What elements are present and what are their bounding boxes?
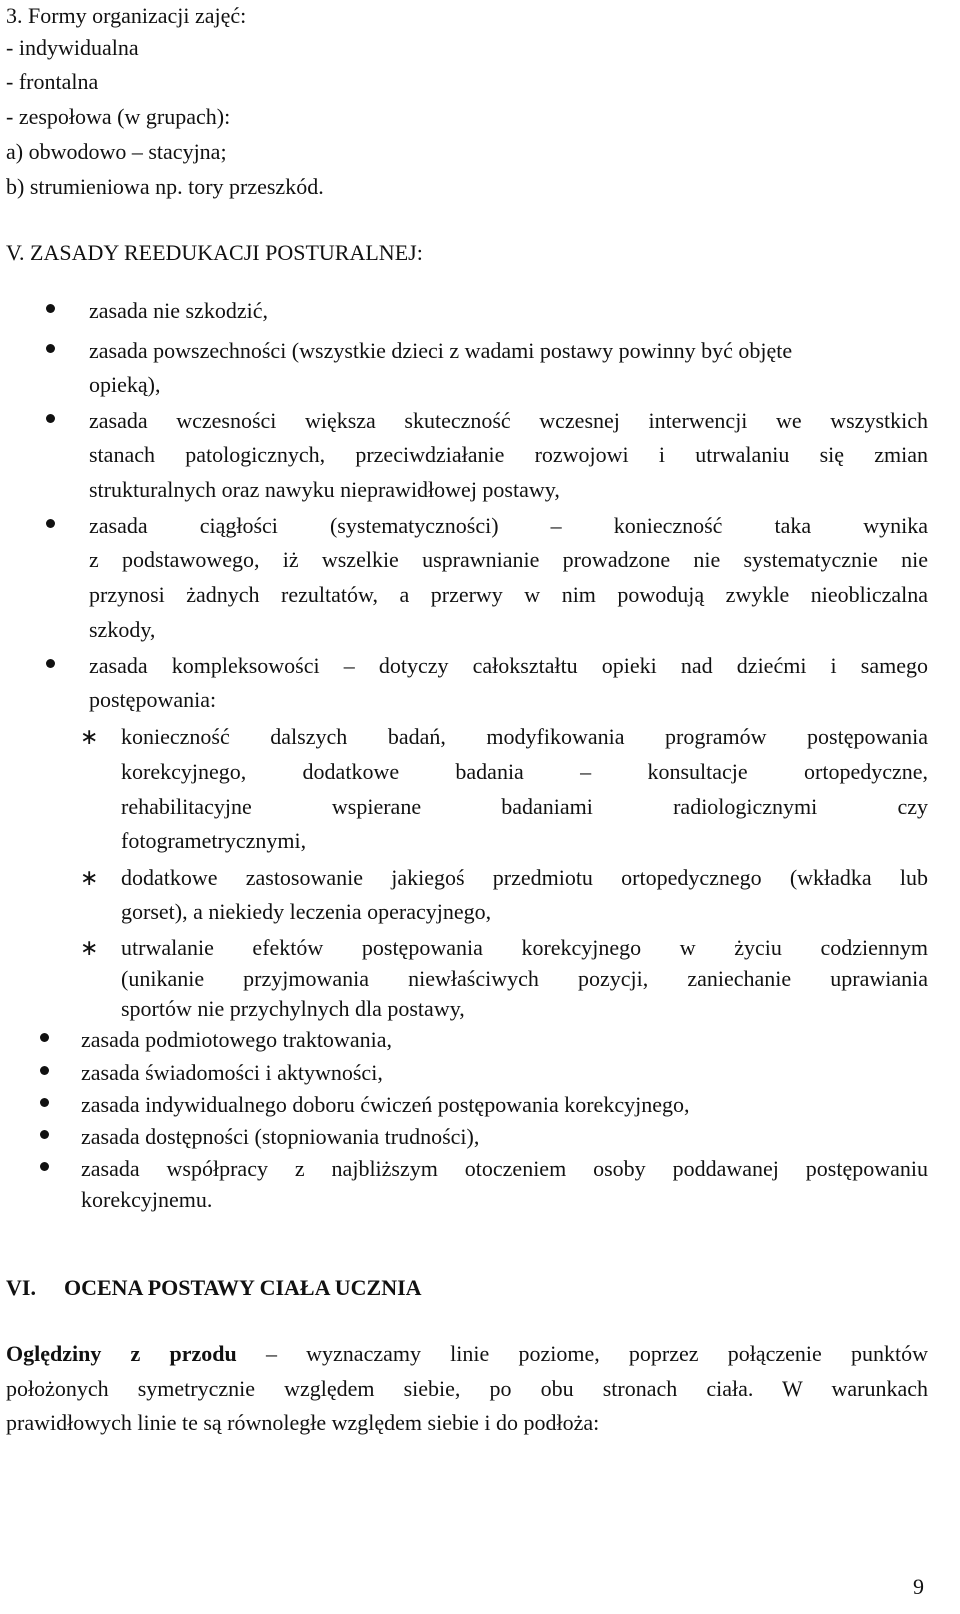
principle-earliness-line1: zasada wczesności większa skuteczność wczesnej interwencji we wszystkich — [89, 408, 928, 433]
form-item-frontal: - frontalna — [6, 69, 99, 94]
inspection-front-line3: prawidłowych linie te są równoległe względem siebie i do podłoża: — [6, 1410, 600, 1435]
section-3-title: 3. Formy organizacji zajęć: — [6, 3, 247, 28]
inspection-front-line2: położonych symetrycznie względem siebie, po obu stronach ciała. W warunkach — [6, 1376, 928, 1401]
form-item-individual: - indywidualna — [6, 35, 139, 60]
subpoint-diagnostics-line2: korekcyjnego, dodatkowe badania – konsultacje ortopedyczne, — [121, 759, 928, 784]
asterisk-bullet-icon: ∗ — [80, 935, 99, 960]
form-item-group: - zespołowa (w grupach): — [6, 104, 231, 129]
subpoint-diagnostics-line1: konieczność dalszych badań, modyfikowania programów postępowania — [121, 724, 928, 749]
principle-continuity-line2: z podstawowego, iż wszelkie usprawnianie prowadzone nie systematycznie nie — [89, 547, 928, 572]
page-number: 9 — [913, 1574, 924, 1599]
inspection-front-line1-rest: – wyznaczamy linie poziome, poprzez połączenie punktów — [236, 1341, 928, 1366]
principle-earliness-line2: stanach patologicznych, przeciwdziałanie rozwojowi i utrwalaniu się zmian — [89, 442, 928, 467]
bullet-icon — [40, 1033, 49, 1042]
inspection-front-line1 — [6, 1341, 928, 1367]
bullet-icon — [46, 414, 55, 423]
asterisk-bullet-icon: ∗ — [80, 865, 99, 890]
subpoint-orthopedic-line2: gorset), a niekiedy leczenia operacyjnego, — [121, 899, 492, 924]
principle-individual-selection: zasada indywidualnego doboru ćwiczeń postępowania korekcyjnego, — [81, 1092, 690, 1117]
bullet-icon — [46, 344, 55, 353]
principle-cooperation-line1: zasada współpracy z najbliższym otoczeniem osoby poddawanej postępowaniu — [81, 1156, 928, 1181]
principle-awareness: zasada świadomości i aktywności, — [81, 1060, 383, 1085]
subpoint-diagnostics-line3: rehabilitacyjne wspierane badaniami radiologicznymi czy — [121, 794, 928, 819]
subpoint-orthopedic-line1: dodatkowe zastosowanie jakiegoś przedmiotu ortopedycznego (wkładka lub — [121, 865, 928, 890]
subpoint-diagnostics-line4: fotogrametrycznymi, — [121, 828, 307, 853]
principle-complexity-line1: zasada kompleksowości – dotyczy całokształtu opieki nad dziećmi i samego — [89, 653, 928, 678]
principle-universality-line1: zasada powszechności (wszystkie dzieci z wadami postawy powinny być objęte — [89, 338, 793, 363]
bullet-icon — [40, 1162, 49, 1171]
principle-earliness-line3: strukturalnych oraz nawyku nieprawidłowej postawy, — [89, 477, 560, 502]
form-item-circuit: a) obwodowo – stacyjna; — [6, 139, 227, 164]
subpoint-daily-life-line3: sportów nie przychylnych dla postawy, — [121, 996, 465, 1021]
bullet-icon — [40, 1098, 49, 1107]
principle-subjectivity: zasada podmiotowego traktowania, — [81, 1027, 392, 1052]
principle-universality-line2: opieką), — [89, 372, 161, 397]
principle-continuity-line3: przynosi żadnych rezultatów, a przerwy w nim powodują zwykle nieobliczalna — [89, 582, 928, 607]
asterisk-bullet-icon: ∗ — [80, 724, 99, 749]
section-6-number: VI. — [6, 1275, 36, 1300]
principle-continuity-line4: szkody, — [89, 617, 156, 642]
section-5-heading: V. ZASADY REEDUKACJI POSTURALNEJ: — [6, 240, 423, 265]
subpoint-daily-life-line2: (unikanie przyjmowania niewłaściwych pozycji, zaniechanie uprawiania — [121, 966, 928, 991]
bullet-icon — [46, 659, 55, 668]
subpoint-daily-life-line1: utrwalanie efektów postępowania korekcyjnego w życiu codziennym — [121, 935, 928, 960]
inspection-front-lead: Oględziny z przodu — [6, 1341, 237, 1366]
bullet-icon — [40, 1130, 49, 1139]
principle-cooperation-line2: korekcyjnemu. — [81, 1187, 213, 1212]
section-6-heading: OCENA POSTAWY CIAŁA UCZNIA — [64, 1275, 422, 1300]
principle-complexity-line2: postępowania: — [89, 687, 217, 712]
principle-continuity-line1: zasada ciągłości (systematyczności) – konieczność taka wynika — [89, 513, 928, 538]
bullet-icon — [46, 519, 55, 528]
principle-accessibility: zasada dostępności (stopniowania trudności), — [81, 1124, 480, 1149]
bullet-icon — [46, 304, 55, 313]
form-item-stream: b) strumieniowa np. tory przeszkód. — [6, 174, 324, 199]
bullet-icon — [40, 1066, 49, 1075]
principle-no-harm: zasada nie szkodzić, — [89, 298, 268, 323]
